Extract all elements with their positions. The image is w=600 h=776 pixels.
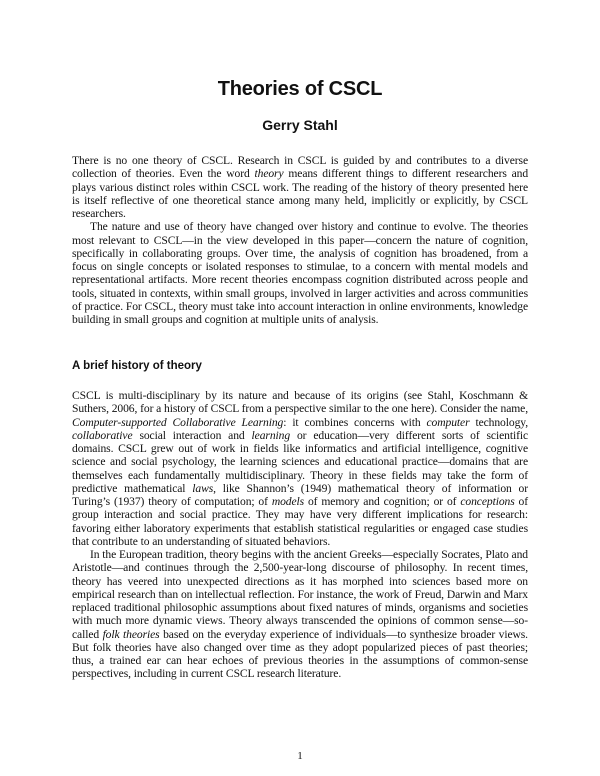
emphasis-collaborative: collaborative bbox=[72, 428, 133, 442]
emphasis-laws: laws bbox=[192, 481, 214, 495]
intro-section bbox=[72, 154, 528, 326]
intro-paragraph-1 bbox=[72, 154, 528, 220]
text-run: means different things to different researchers and plays various distinct roles within CSCL work. The reading of the history of theory presented here is itself reflective of one theoretical stance among many held, implicitly or explicitly, by CSCL researchers. bbox=[72, 167, 529, 220]
text-run: , like Shannon’s (1949) mathematical theory of information or Turing’s (1937) theory of computation; of bbox=[72, 481, 528, 508]
emphasis-computer: computer bbox=[426, 415, 470, 429]
text-run: of memory and cognition; or of bbox=[304, 495, 461, 508]
paper-author: Gerry Stahl bbox=[262, 117, 338, 133]
text-run: social interaction and bbox=[132, 428, 252, 442]
section-heading: A brief history of theory bbox=[72, 360, 202, 372]
emphasis-folk-theories: folk theories bbox=[102, 627, 160, 641]
history-paragraph-2 bbox=[72, 548, 528, 681]
emphasis-cscl-name: Computer-supported Collaborative Learning bbox=[72, 415, 284, 429]
history-section bbox=[72, 389, 528, 681]
text-run: technology, bbox=[469, 415, 529, 429]
intro-paragraph-2: The nature and use of theory have changed over history and continue to evolve. The theories most relevant to CSCL—in the view developed in this paper—concern the nature of cognition, specifically in collaborating groups. Over time, the analysis of cognition has broadened, from a focus on single concepts or isolated responses to stimulae, to a concern with mental models and representational artifacts. More recent theories encompass cognition distributed across people and tools, situated in contexts, within small groups, involved in larger activities and across communities of practice. For CSCL, theory must take into account interaction in online environments, knowledge building in small groups and cognition at multiple units of analysis. bbox=[72, 220, 528, 326]
emphasis-models: models bbox=[271, 495, 305, 508]
text-run: : it combines concerns with bbox=[283, 415, 427, 429]
text-run: or education—very different sorts of scientific domains. CSCL grew out of work in fields like informatics and artificial intelligence, cognitive science and social psychology, the learning sciences and educational practice—domains that are themselves each fundamentally multidisciplinary. Theory in these fields may take the form of predictive mathematical bbox=[72, 428, 528, 495]
emphasis-learning: learning bbox=[251, 428, 291, 442]
page-number: 1 bbox=[297, 750, 303, 762]
text-run: based on the everyday experience of individuals—to synthesize broader views. But folk theories have also changed over time as they adopt popularized pieces of past theories; thus, a trained ear can hear echoes of previous theories in the assumptions of common-sense perspectives, including in current CSCL research literature. bbox=[72, 627, 528, 681]
paper-title: Theories of CSCL bbox=[217, 78, 383, 100]
text-run: CSCL is multi-disciplinary by its nature and because of its origins (see Stahl, Koschmann & Suthers, 2006, for a history of CSCL from a perspective similar to the one here). Consider the name, bbox=[72, 389, 528, 416]
history-paragraph-1 bbox=[72, 389, 528, 548]
emphasis-conceptions: conceptions bbox=[460, 495, 515, 508]
text-run: of group interaction and social practice. They may have very different implications for research: favoring either laboratory experiments that establish statistical regularities or engaged case studies that contribute to an understanding of situated behaviors. bbox=[72, 495, 528, 548]
text-run: There is no one theory of CSCL. Research in CSCL is guided by and contributes to a diverse collection of theories. Even the word bbox=[72, 154, 528, 181]
emphasis-theory: theory bbox=[254, 167, 284, 181]
text-run: In the European tradition, theory begins with the ancient Greeks—especially Socrates, Plato and Aristotle—and continues through the 2,500-year-long discourse of philosophy. In recent times, theory has veered into unexpected directions as it has morphed into sciences based more on empirical research than on intellectual reflection. For instance, the work of Freud, Darwin and Marx replaced traditional philosophic assumptions about fixed natures of minds, organisms and societies with much more dynamic views. Theory always transcended the opinions of common sense—so-called bbox=[72, 548, 528, 641]
